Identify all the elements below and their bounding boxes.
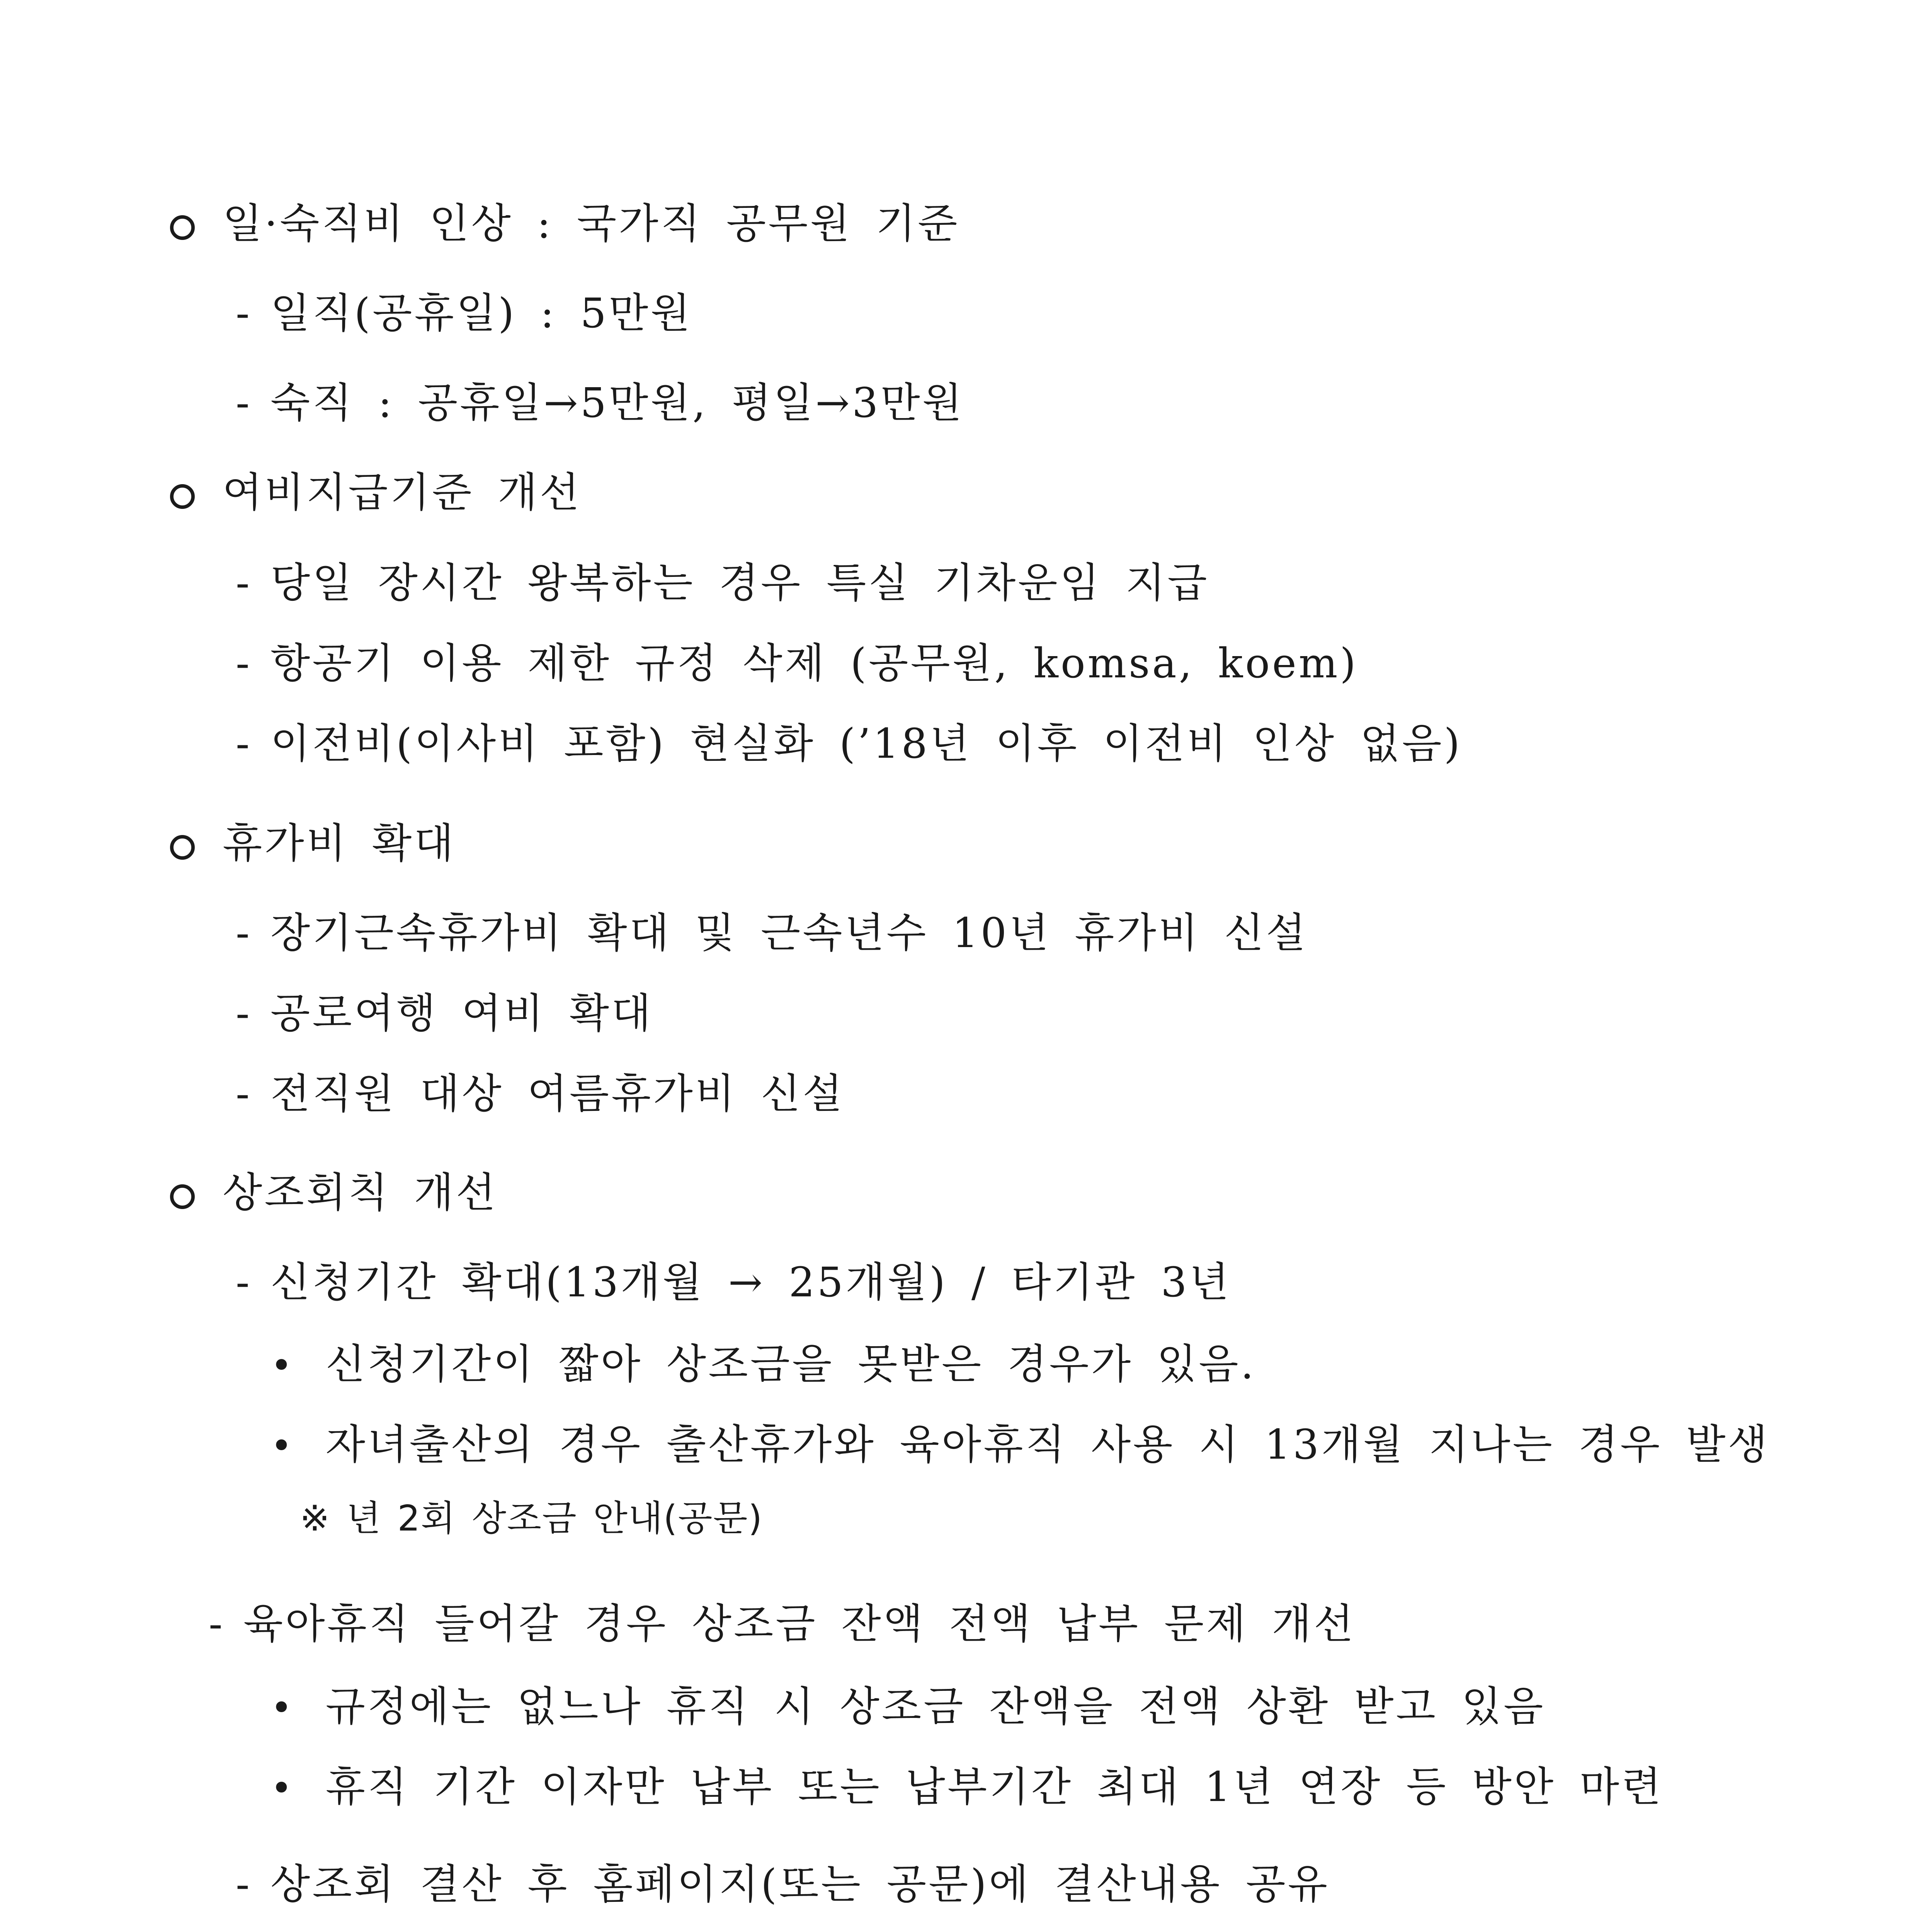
list-item-level1 <box>170 1169 498 1216</box>
item-text: 공로여행 여비 확대 <box>270 990 653 1037</box>
list-item-level2 <box>236 909 1308 957</box>
item-text: 일·숙직비 인상 : 국가직 공무원 기준 <box>223 200 960 247</box>
item-text: 신청기간이 짧아 상조금을 못받은 경우가 있음. <box>325 1340 1256 1388</box>
circle-bullet-icon <box>170 835 195 860</box>
dot-bullet-icon: • <box>270 1767 295 1810</box>
dash-marker: - <box>236 1259 252 1306</box>
dash-marker: - <box>236 1070 252 1117</box>
dot-bullet-icon: • <box>270 1424 295 1468</box>
item-text: 신청기간 확대(13개월 → 25개월) / 타기관 3년 <box>270 1259 1231 1306</box>
list-item-level2 <box>236 639 1358 687</box>
dash-marker: - <box>236 720 252 767</box>
list-item-level2 <box>236 1259 1231 1306</box>
item-text: 상조회칙 개선 <box>223 1169 498 1216</box>
dash-marker: - <box>236 990 252 1037</box>
item-text: 휴가비 확대 <box>223 820 456 867</box>
item-text: 이전비(이사비 포함) 현실화 (’18년 이후 이전비 인상 없음) <box>270 720 1462 767</box>
list-item-level3 <box>270 1340 1256 1388</box>
list-item-level3 <box>270 1421 1770 1468</box>
list-item-level3 <box>270 1763 1664 1811</box>
list-item-level1 <box>170 820 456 867</box>
item-text: 상조회 결산 후 홈페이지(또는 공문)에 결산내용 공유 <box>270 1861 1330 1908</box>
list-item-level2 <box>236 720 1462 767</box>
item-text: 여비지급기준 개선 <box>223 469 582 516</box>
dash-marker: - <box>236 909 252 957</box>
list-item-level2 <box>209 1600 1356 1648</box>
circle-bullet-icon <box>170 1184 195 1209</box>
list-item-level2 <box>236 559 1209 607</box>
dash-marker: - <box>209 1600 225 1648</box>
item-text: 휴직 기간 이자만 납부 또는 납부기간 최대 1년 연장 등 방안 마련 <box>325 1763 1664 1811</box>
item-text: 육아휴직 들어갈 경우 상조금 잔액 전액 납부 문제 개선 <box>243 1600 1356 1648</box>
item-text: 장기근속휴가비 확대 및 근속년수 10년 휴가비 신설 <box>270 909 1308 957</box>
dash-marker: - <box>236 1861 252 1908</box>
dot-bullet-icon: • <box>270 1344 295 1387</box>
item-text: 숙직 : 공휴일→5만원, 평일→3만원 <box>270 379 964 427</box>
dash-marker: - <box>236 639 252 687</box>
dot-bullet-icon: • <box>270 1686 295 1730</box>
circle-bullet-icon <box>170 215 195 240</box>
item-text: 항공기 이용 제한 규정 삭제 (공무원, komsa, koem) <box>270 639 1358 687</box>
list-item-level1 <box>170 200 960 247</box>
dash-marker: - <box>236 559 252 607</box>
note-text: ※ 년 2회 상조금 안내(공문) <box>300 1498 763 1539</box>
list-item-level2 <box>236 1070 845 1117</box>
dash-marker: - <box>236 379 252 427</box>
dash-marker: - <box>236 289 252 337</box>
list-item-level2 <box>236 1861 1330 1908</box>
item-text: 전직원 대상 여름휴가비 신설 <box>270 1070 845 1117</box>
item-text: 일직(공휴일) : 5만원 <box>270 289 692 337</box>
item-text: 자녀출산의 경우 출산휴가와 육아휴직 사용 시 13개월 지나는 경우 발생 <box>325 1421 1770 1468</box>
list-item-level2 <box>236 990 653 1037</box>
circle-bullet-icon <box>170 484 195 509</box>
list-item-level2 <box>236 289 692 337</box>
item-text: 당일 장시간 왕복하는 경우 특실 기차운임 지급 <box>270 559 1209 607</box>
item-text: 규정에는 없느나 휴직 시 상조금 잔액을 전액 상환 받고 있음 <box>325 1683 1546 1730</box>
list-item-level1 <box>170 469 582 516</box>
list-item-level3 <box>270 1683 1546 1730</box>
list-item-level2 <box>236 379 964 427</box>
